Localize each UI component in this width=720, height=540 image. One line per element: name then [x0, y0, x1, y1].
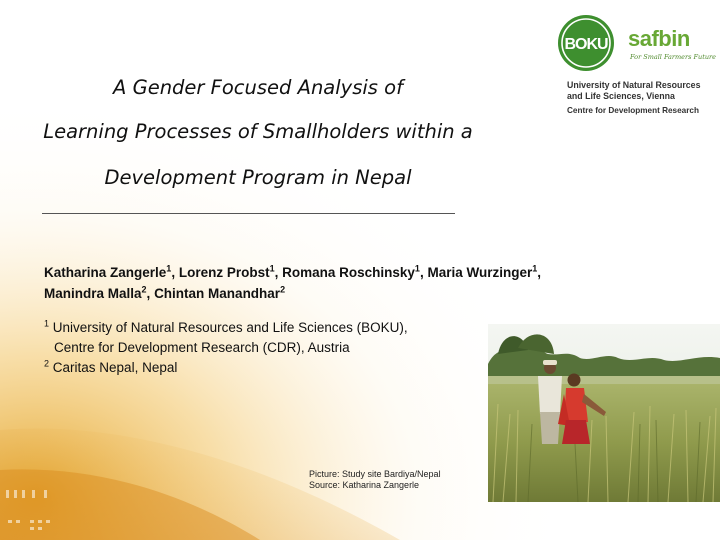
author-affiliation-sup: 2 [141, 284, 147, 295]
affiliation-1-continued: Centre for Development Research (CDR), Austria [54, 340, 350, 355]
caption-line-2: Source: Katharina Zangerle [309, 480, 420, 490]
title-line-2: Learning Processes of Smallholders within a [43, 120, 473, 143]
author-separator: , [274, 265, 283, 280]
author-separator: , [537, 265, 542, 280]
author-affiliation-sup: 2 [280, 284, 286, 295]
author-line-1 [44, 262, 664, 283]
author-name: Chintan Manandhar [154, 286, 281, 301]
university-name-line-1: University of Natural Resources [567, 80, 701, 90]
affiliation-text: University of Natural Resources and Life Sciences (BOKU), [52, 320, 408, 335]
author-separator: , [419, 265, 428, 280]
title-line-1: A Gender Focused Analysis of [113, 76, 403, 99]
author-list [44, 262, 664, 304]
boku-logo-text: BOKU [564, 36, 608, 53]
affiliation-text: Caritas Nepal, Nepal [52, 360, 178, 375]
affiliation-sup: 2 [44, 358, 50, 369]
author-separator: , [146, 286, 155, 301]
safbin-logo-name: safbin [628, 26, 690, 51]
university-name-line-2: and Life Sciences, Vienna [567, 91, 675, 101]
author-separator: , [171, 265, 179, 280]
affiliation-1 [44, 318, 408, 338]
author-affiliation-sup: 1 [532, 263, 538, 274]
title-line-3: Development Program in Nepal [104, 166, 412, 189]
affiliation-sup: 1 [44, 318, 50, 329]
safbin-logo-tagline: For Small Farmers Future [630, 53, 716, 61]
title-divider [42, 213, 455, 214]
university-name [567, 80, 717, 102]
author-name: Romana Roschinsky [282, 265, 415, 280]
affiliation-2 [44, 358, 177, 378]
author-line-2 [44, 283, 664, 304]
author-name: Katharina Zangerle [44, 265, 167, 280]
photo-caption [309, 469, 441, 491]
boku-logo [557, 14, 615, 72]
field-photo [488, 324, 720, 502]
author-name: Lorenz Probst [178, 265, 270, 280]
author-affiliation-sup: 1 [166, 263, 172, 274]
author-name: Manindra Malla [44, 286, 142, 301]
caption-line-1: Picture: Study site Bardiya/Nepal [309, 469, 441, 479]
author-affiliation-sup: 1 [269, 263, 275, 274]
author-affiliation-sup: 1 [414, 263, 420, 274]
cdr-name: Centre for Development Research [567, 106, 699, 115]
safbin-logo [628, 26, 716, 66]
author-name: Maria Wurzinger [427, 265, 533, 280]
